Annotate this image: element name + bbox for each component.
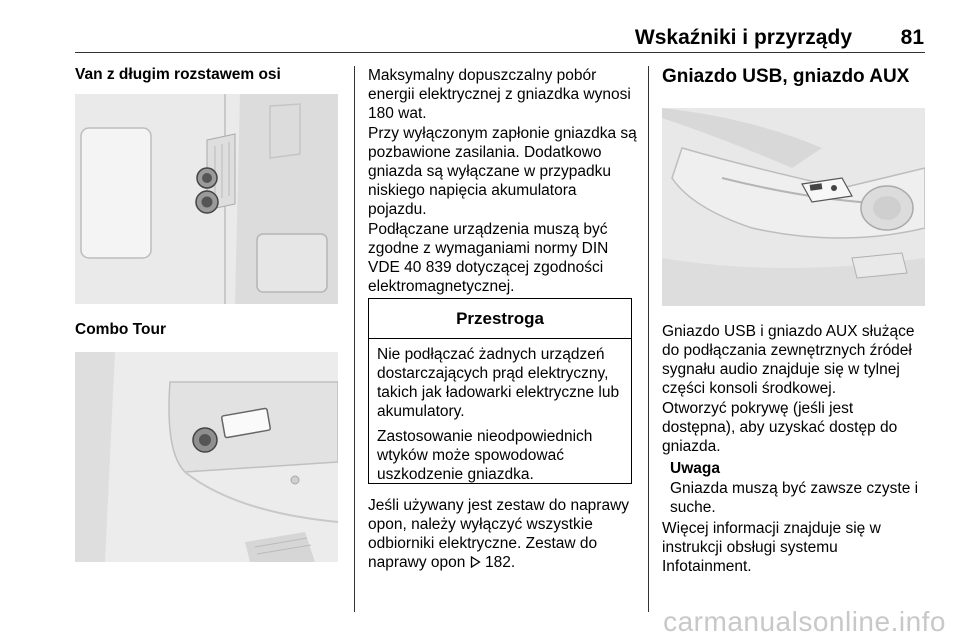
paragraph-tire-repair xyxy=(368,496,640,572)
caution-text-2: Zastosowanie nieodpowiednich wtyków może spowodować uszkodzenie gniazdka. xyxy=(377,428,593,483)
paragraph-more-info: Więcej informacji znajduje się w instrukcji obsługi systemu Infotainment. xyxy=(662,520,881,575)
column-divider-right xyxy=(648,66,649,612)
paragraph-usb-location: Gniazdo USB i gniazdo AUX służące do podłączania zewnętrznych źródeł sygnału audio znajduje się w tylnej części konsoli środkowej. xyxy=(662,323,915,397)
paragraph-standard-compliance: Podłączane urządzenia muszą być zgodne z wymaganiami normy DIN VDE 40 839 dotyczącej zgodności elektromagnetycznej. xyxy=(368,221,609,295)
page-reference-arrow-icon xyxy=(470,556,481,568)
illustration-combo-tour-socket xyxy=(75,352,338,562)
section-title-usb-aux: Gniazdo USB, gniazdo AUX xyxy=(662,66,910,87)
page-number: 81 xyxy=(900,26,924,49)
caution-box xyxy=(368,298,632,484)
paragraph-ignition-off: Przy wyłączonym zapłonie gniazdka są pozbawione zasilania. Dodatkowo gniazda są wyłączane w przypadku niskiego napięcia akumulatora pojazdu. xyxy=(368,125,637,218)
illustration-van-socket xyxy=(75,94,338,304)
watermark-text: carmanualsonline.info xyxy=(663,606,946,637)
page-reference-link[interactable]: 182. xyxy=(485,554,516,571)
paragraph-max-power: Maksymalny dopuszczalny pobór energii elektrycznej z gniazdka wynosi 180 wat. xyxy=(368,67,631,122)
caution-title: Przestroga xyxy=(369,299,631,339)
tire-repair-text: Jeśli używany jest zestaw do naprawy opon, należy wyłączyć wszystkie odbiorniki elektryczne. Zestaw do naprawy opon xyxy=(368,497,630,571)
page-header-title: Wskaźniki i przyrządy xyxy=(634,26,852,49)
illustration-usb-aux-console xyxy=(662,108,925,306)
subheading-long-wheelbase-van: Van z długim rozstawem osi xyxy=(75,66,281,83)
subheading-combo-tour: Combo Tour xyxy=(75,321,166,338)
caution-text-1: Nie podłączać żadnych urządzeń dostarczających prąd elektryczny, takich jak ładowarki elektryczne lub akumulatory. xyxy=(377,346,620,420)
note-text: Gniazda muszą być zawsze czyste i suche. xyxy=(670,480,919,516)
note-title: Uwaga xyxy=(670,460,720,477)
paragraph-open-cover: Otworzyć pokrywę (jeśli jest dostępna), aby uzyskać dostęp do gniazda. xyxy=(662,400,898,455)
header-divider xyxy=(75,52,925,53)
column-divider-left xyxy=(354,66,355,612)
